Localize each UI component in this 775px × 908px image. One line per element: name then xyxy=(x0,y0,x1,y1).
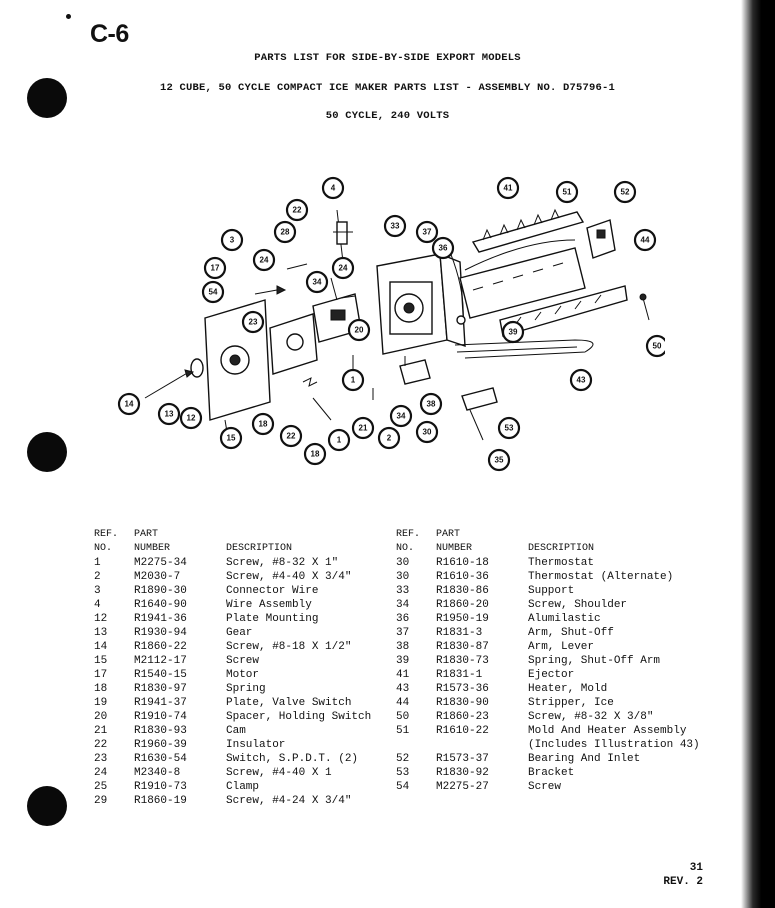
part-number-cell xyxy=(436,738,528,752)
callout-22 xyxy=(281,426,301,446)
part-number-cell: R1831-3 xyxy=(436,627,483,639)
description-cell: Switch, S.P.D.T. (2) xyxy=(226,753,359,765)
part-number-cell: R1573-36 xyxy=(436,683,489,695)
ref-cell: 22 xyxy=(94,739,108,751)
callout-37 xyxy=(417,222,437,242)
part-number-cell: R1860-20 xyxy=(436,599,489,611)
part-number-cell: R1630-54 xyxy=(134,753,187,765)
ref-cell: 37 xyxy=(396,627,410,639)
svg-text:1: 1 xyxy=(336,435,342,445)
svg-text:50: 50 xyxy=(652,341,662,351)
part-number-cell: R1860-22 xyxy=(134,641,187,653)
description-cell: Insulator xyxy=(226,739,286,751)
ref-cell: 50 xyxy=(396,711,410,723)
table-row xyxy=(396,570,718,584)
table-row xyxy=(94,640,416,654)
callout-30 xyxy=(417,422,437,442)
part-number-cell: R1640-90 xyxy=(134,599,187,611)
table-row xyxy=(396,668,718,682)
description-cell: Screw, #8-18 X 1/2" xyxy=(226,641,352,653)
ref-cell: 41 xyxy=(396,669,410,681)
part-number-cell: M2112-17 xyxy=(134,655,187,667)
callout-17 xyxy=(205,258,225,278)
col-header-ref: REF. NO. xyxy=(396,529,421,554)
part-number-cell: R1830-97 xyxy=(134,683,187,695)
table-row xyxy=(396,584,718,598)
description-cell: Bearing And Inlet xyxy=(528,753,641,765)
callout-18-left xyxy=(253,414,273,434)
callout-35 xyxy=(489,450,509,470)
part-number-cell: R1941-36 xyxy=(134,613,187,625)
callout-15 xyxy=(221,428,241,448)
parts-table-right xyxy=(396,528,718,794)
svg-text:54: 54 xyxy=(208,287,218,297)
callout-50 xyxy=(647,336,665,356)
callout-53 xyxy=(499,418,519,438)
part-number-cell: R1610-22 xyxy=(436,725,489,737)
part-number-cell: R1910-73 xyxy=(134,781,187,793)
ref-cell: 43 xyxy=(396,683,410,695)
callout-14 xyxy=(119,394,139,414)
part-number-cell: R1573-37 xyxy=(436,753,489,765)
part-number-cell: M2030-7 xyxy=(134,571,181,583)
ref-cell: 53 xyxy=(396,767,410,779)
part-number-cell: R1610-36 xyxy=(436,571,489,583)
svg-text:33: 33 xyxy=(390,221,400,231)
part-number-cell: R1910-74 xyxy=(134,711,187,723)
callout-43 xyxy=(571,370,591,390)
ref-cell: 18 xyxy=(94,683,108,695)
svg-text:15: 15 xyxy=(226,433,236,443)
table-row xyxy=(396,640,718,654)
svg-text:1: 1 xyxy=(350,375,356,385)
table-row xyxy=(94,682,416,696)
ref-cell: 4 xyxy=(94,599,101,611)
description-cell: Bracket xyxy=(528,767,575,779)
svg-text:2: 2 xyxy=(386,433,392,443)
table-header xyxy=(94,528,416,556)
callout-13 xyxy=(159,404,179,424)
callout-21 xyxy=(353,418,373,438)
ref-cell: 21 xyxy=(94,725,108,737)
table-row xyxy=(94,556,416,570)
corner-mark xyxy=(66,14,71,19)
part-number-cell: R1830-87 xyxy=(436,641,489,653)
ref-cell: 33 xyxy=(396,585,410,597)
power-spec: 50 CYCLE, 240 VOLTS xyxy=(325,110,450,122)
ref-cell: 15 xyxy=(94,655,108,667)
table-row xyxy=(94,738,416,752)
svg-text:17: 17 xyxy=(210,263,220,273)
table-row xyxy=(94,794,416,808)
callout-2 xyxy=(379,428,399,448)
table-row xyxy=(396,710,718,724)
callout-28 xyxy=(275,222,295,242)
callout-12 xyxy=(181,408,201,428)
callout-52 xyxy=(615,182,635,202)
description-cell: Screw, #4-40 X 1 xyxy=(226,767,332,779)
ref-cell: 34 xyxy=(396,599,410,611)
svg-text:44: 44 xyxy=(640,235,650,245)
part-number-cell: R1860-19 xyxy=(134,795,187,807)
table-row xyxy=(94,668,416,682)
callout-4 xyxy=(323,178,343,198)
description-cell: Clamp xyxy=(226,781,260,793)
ref-cell: 12 xyxy=(94,613,108,625)
table-row xyxy=(396,612,718,626)
col-header-description: DESCRIPTION xyxy=(226,543,293,554)
part-number-cell: R1960-39 xyxy=(134,739,187,751)
svg-text:22: 22 xyxy=(286,431,296,441)
callout-1 xyxy=(329,430,349,450)
ref-cell: 44 xyxy=(396,697,410,709)
ref-cell: 38 xyxy=(396,641,410,653)
callout-51 xyxy=(557,182,577,202)
svg-text:14: 14 xyxy=(124,399,134,409)
table-row xyxy=(94,626,416,640)
ref-cell: 52 xyxy=(396,753,410,765)
description-cell: Ejector xyxy=(528,669,575,681)
svg-text:20: 20 xyxy=(354,325,364,335)
part-number-cell: R1830-90 xyxy=(436,697,489,709)
svg-text:4: 4 xyxy=(330,183,336,193)
svg-text:43: 43 xyxy=(576,375,586,385)
description-cell: Spacer, Holding Switch xyxy=(226,711,372,723)
svg-text:12: 12 xyxy=(186,413,196,423)
part-number-cell: R1830-86 xyxy=(436,585,489,597)
part-number-cell: M2275-27 xyxy=(436,781,489,793)
description-cell: Spring xyxy=(226,683,266,695)
part-number-cell: R1830-92 xyxy=(436,767,489,779)
svg-text:36: 36 xyxy=(438,243,448,253)
ref-cell: 17 xyxy=(94,669,108,681)
table-row xyxy=(396,654,718,668)
ref-cell: 54 xyxy=(396,781,410,793)
callout-34-top xyxy=(307,272,327,292)
svg-text:34: 34 xyxy=(396,411,406,421)
callout-36 xyxy=(433,238,453,258)
ref-cell: 51 xyxy=(396,725,410,737)
callout-24 xyxy=(254,250,274,270)
part-number-cell: R1830-93 xyxy=(134,725,187,737)
callout-34 xyxy=(391,406,411,426)
table-row xyxy=(94,654,416,668)
svg-text:22: 22 xyxy=(292,205,302,215)
description-cell: Screw, Shoulder xyxy=(528,599,628,611)
description-cell: Plate, Valve Switch xyxy=(226,697,352,709)
ref-cell: 39 xyxy=(396,655,410,667)
parts-rows-right xyxy=(396,556,718,794)
svg-text:38: 38 xyxy=(426,399,436,409)
description-cell: Thermostat xyxy=(528,557,595,569)
part-number-cell: R1860-23 xyxy=(436,711,489,723)
binder-hole-bottom xyxy=(27,786,67,826)
page-id: C-6 xyxy=(90,20,129,48)
description-cell: Arm, Lever xyxy=(528,641,595,653)
part-number-cell: R1540-15 xyxy=(134,669,187,681)
callout-3 xyxy=(222,230,242,250)
svg-text:24: 24 xyxy=(338,263,348,273)
table-row xyxy=(396,696,718,710)
svg-text:21: 21 xyxy=(358,423,368,433)
ref-cell xyxy=(396,738,436,752)
ref-cell: 30 xyxy=(396,571,410,583)
table-row xyxy=(94,598,416,612)
part-number-cell: R1830-73 xyxy=(436,655,489,667)
parts-rows-left xyxy=(94,556,416,808)
description-cell: Wire Assembly xyxy=(226,599,312,611)
description-cell: Gear xyxy=(226,627,253,639)
table-header xyxy=(396,528,718,556)
part-number-cell: R1930-94 xyxy=(134,627,187,639)
part-number-cell: R1941-37 xyxy=(134,697,187,709)
ref-cell: 14 xyxy=(94,641,108,653)
description-cell: Screw, #4-24 X 3/4" xyxy=(226,795,352,807)
part-number-cell: M2275-34 xyxy=(134,557,187,569)
callout-20 xyxy=(349,320,369,340)
part-number-cell: R1831-1 xyxy=(436,669,483,681)
ref-cell: 2 xyxy=(94,571,101,583)
table-row xyxy=(396,724,718,738)
svg-text:13: 13 xyxy=(164,409,174,419)
col-header-part: PART NUMBER xyxy=(134,529,171,554)
description-cell: Spring, Shut-Off Arm xyxy=(528,655,661,667)
svg-text:41: 41 xyxy=(503,183,513,193)
svg-text:53: 53 xyxy=(504,423,514,433)
table-row xyxy=(94,696,416,710)
svg-text:39: 39 xyxy=(508,327,518,337)
svg-text:30: 30 xyxy=(422,427,432,437)
svg-text:24: 24 xyxy=(259,255,269,265)
table-row xyxy=(396,780,718,794)
part-number-cell: R1610-18 xyxy=(436,557,489,569)
svg-text:23: 23 xyxy=(248,317,258,327)
callout-1-upper xyxy=(343,370,363,390)
description-cell: Screw, #8-32 X 1" xyxy=(226,557,339,569)
description-cell: Thermostat (Alternate) xyxy=(528,571,674,583)
description-cell: Screw xyxy=(528,781,562,793)
description-cell: Motor xyxy=(226,669,260,681)
scan-edge-shadow xyxy=(741,0,775,908)
parts-table-left xyxy=(94,528,416,808)
svg-text:35: 35 xyxy=(494,455,504,465)
description-cell: (Includes Illustration 43) xyxy=(528,739,700,751)
callout-54 xyxy=(203,282,223,302)
ref-cell: 20 xyxy=(94,711,108,723)
description-cell: Heater, Mold xyxy=(528,683,608,695)
callout-22-top xyxy=(287,200,307,220)
description-cell: Stripper, Ice xyxy=(528,697,614,709)
description-cell: Arm, Shut-Off xyxy=(528,627,614,639)
description-cell: Plate Mounting xyxy=(226,613,319,625)
ref-cell: 3 xyxy=(94,585,101,597)
table-row xyxy=(396,766,718,780)
callout-38 xyxy=(421,394,441,414)
table-row xyxy=(396,682,718,696)
callout-41 xyxy=(498,178,518,198)
table-row xyxy=(94,612,416,626)
callout-24-top xyxy=(333,258,353,278)
page-title: PARTS LIST FOR SIDE-BY-SIDE EXPORT MODELS xyxy=(254,52,521,64)
part-number-cell: M2340-8 xyxy=(134,767,181,779)
svg-text:18: 18 xyxy=(258,419,268,429)
table-row xyxy=(94,584,416,598)
ref-cell: 30 xyxy=(396,557,410,569)
description-cell: Cam xyxy=(226,725,246,737)
ref-cell: 19 xyxy=(94,697,108,709)
revision: REV. 2 xyxy=(663,876,703,888)
ref-cell: 24 xyxy=(94,767,108,779)
callout-18 xyxy=(305,444,325,464)
callout-23 xyxy=(243,312,263,332)
col-header-ref: REF. NO. xyxy=(94,529,119,554)
svg-text:34: 34 xyxy=(312,277,322,287)
table-row xyxy=(94,766,416,780)
col-header-description: DESCRIPTION xyxy=(528,543,595,554)
table-row xyxy=(94,724,416,738)
table-row xyxy=(94,780,416,794)
description-cell: Alumilastic xyxy=(528,613,601,625)
description-cell: Mold And Heater Assembly xyxy=(528,725,687,737)
col-header-part: PART NUMBER xyxy=(436,529,473,554)
ref-cell: 25 xyxy=(94,781,108,793)
table-row xyxy=(94,752,416,766)
table-row xyxy=(94,570,416,584)
exploded-parts-diagram xyxy=(105,170,665,480)
binder-hole-middle xyxy=(27,432,67,472)
svg-text:18: 18 xyxy=(310,449,320,459)
ref-cell: 23 xyxy=(94,753,108,765)
assembly-subtitle: 12 CUBE, 50 CYCLE COMPACT ICE MAKER PARTS LIST - ASSEMBLY NO. D75796-1 xyxy=(159,82,616,94)
svg-text:28: 28 xyxy=(280,227,290,237)
part-number-cell: R1890-30 xyxy=(134,585,187,597)
description-cell: Connector Wire xyxy=(226,585,319,597)
svg-text:37: 37 xyxy=(422,227,432,237)
table-row xyxy=(396,598,718,612)
part-number-cell: R1950-19 xyxy=(436,613,489,625)
table-row xyxy=(396,752,718,766)
ref-cell: 1 xyxy=(94,557,101,569)
callout-39 xyxy=(503,322,523,342)
page-number: 31 xyxy=(689,862,703,874)
callout-33 xyxy=(385,216,405,236)
ref-cell: 13 xyxy=(94,627,108,639)
svg-text:52: 52 xyxy=(620,187,630,197)
description-cell: Support xyxy=(528,585,575,597)
description-cell: Screw xyxy=(226,655,260,667)
description-cell: Screw, #8-32 X 3/8" xyxy=(528,711,654,723)
svg-text:3: 3 xyxy=(229,235,235,245)
table-row xyxy=(396,738,718,752)
ref-cell: 29 xyxy=(94,795,108,807)
table-row xyxy=(94,710,416,724)
table-row xyxy=(396,626,718,640)
svg-text:51: 51 xyxy=(562,187,572,197)
ref-cell: 36 xyxy=(396,613,410,625)
table-row xyxy=(396,556,718,570)
callout-44 xyxy=(635,230,655,250)
description-cell: Screw, #4-40 X 3/4" xyxy=(226,571,352,583)
